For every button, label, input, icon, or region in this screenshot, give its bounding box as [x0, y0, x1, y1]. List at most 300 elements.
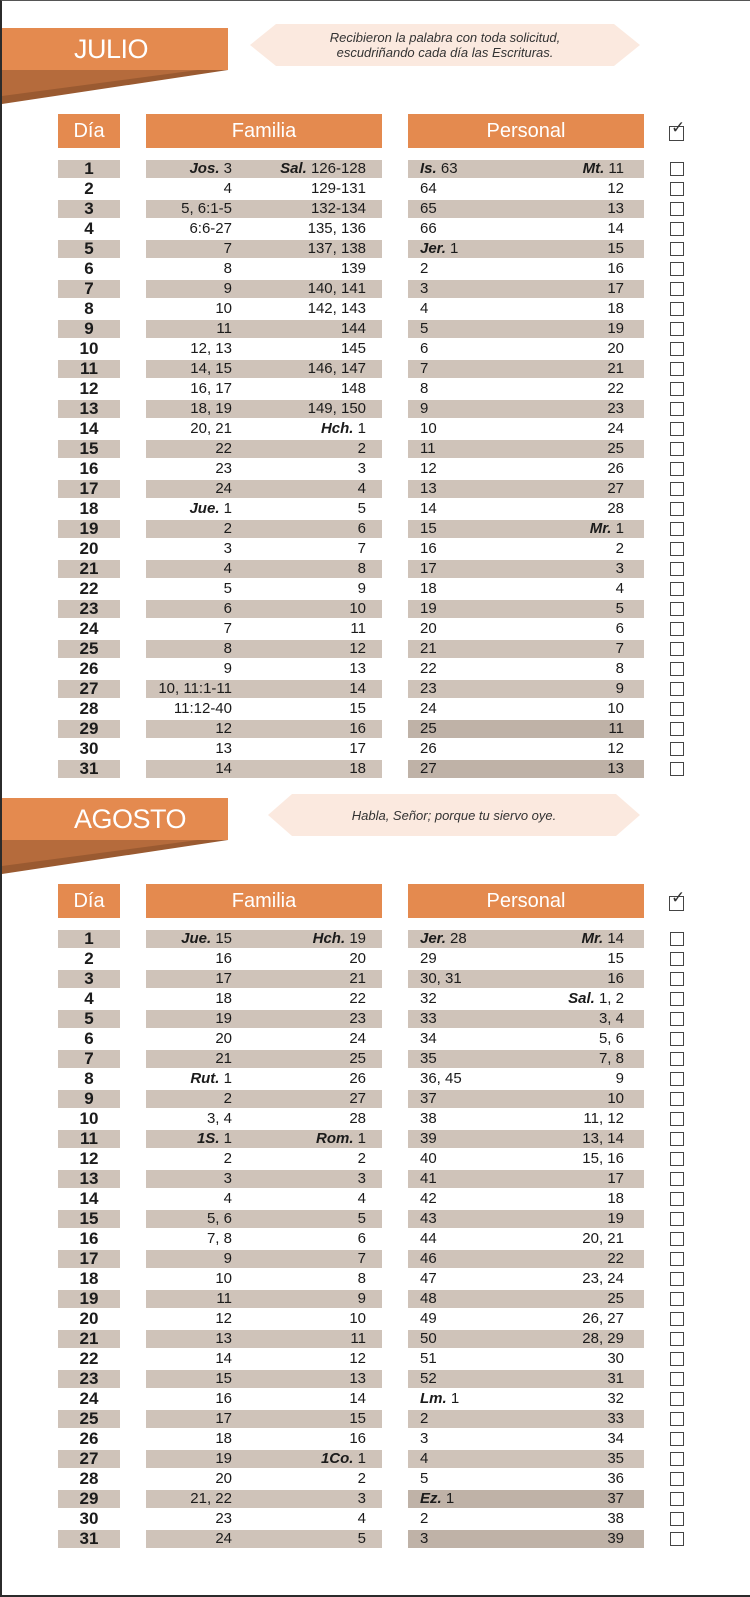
- chapter-ref: 11: [216, 1290, 232, 1307]
- reading-ref: [358, 1290, 366, 1308]
- familia-reading: [146, 1170, 382, 1188]
- reading-ref: [215, 1310, 232, 1328]
- chapter-ref: 10: [349, 1310, 366, 1327]
- reading-ref: [582, 1270, 624, 1288]
- chapter-ref: 66: [420, 220, 437, 237]
- day-number: 23: [58, 600, 120, 618]
- reading-ref: [224, 520, 232, 538]
- reading-ref: [158, 680, 232, 698]
- chapter-ref: 4: [357, 480, 366, 497]
- day-checkbox[interactable]: [670, 1112, 684, 1126]
- reading-ref: [308, 240, 366, 258]
- chapter-ref: 20: [349, 950, 366, 967]
- reading-ref: [341, 380, 366, 398]
- day-checkbox[interactable]: [670, 222, 684, 236]
- day-checkbox[interactable]: [670, 442, 684, 456]
- day-checkbox[interactable]: [670, 1272, 684, 1286]
- chapter-ref: 30, 31: [420, 970, 462, 987]
- day-checkbox[interactable]: [670, 1332, 684, 1346]
- familia-reading: [146, 340, 382, 358]
- day-checkbox[interactable]: [670, 742, 684, 756]
- reading-ref: [420, 1450, 428, 1468]
- chapter-ref: 17: [215, 970, 232, 987]
- header-personal: Personal: [408, 884, 644, 918]
- reading-ref: [607, 1510, 624, 1528]
- chapter-ref: 142, 143: [307, 300, 366, 317]
- month-title: AGOSTO: [74, 804, 187, 834]
- chapter-ref: 65: [420, 200, 437, 217]
- day-checkbox[interactable]: [670, 1312, 684, 1326]
- chapter-ref: 30: [607, 1350, 624, 1367]
- chapter-ref: 15: [607, 950, 624, 967]
- checkbox-checked-icon[interactable]: ✓: [669, 896, 684, 911]
- reading-ref: [349, 640, 366, 658]
- reading-ref: [607, 700, 624, 718]
- day-checkbox[interactable]: [670, 602, 684, 616]
- table-row: [0, 1109, 750, 1129]
- reading-ref: [607, 400, 624, 418]
- chapter-ref: 6: [357, 1230, 366, 1247]
- day-checkbox[interactable]: [670, 1052, 684, 1066]
- day-checkbox[interactable]: [670, 282, 684, 296]
- reading-ref: [358, 1170, 366, 1188]
- personal-reading: [408, 1510, 644, 1528]
- day-checkbox[interactable]: [670, 322, 684, 336]
- day-checkbox[interactable]: [670, 302, 684, 316]
- chapter-ref: 148: [340, 380, 366, 397]
- reading-ref: [420, 1410, 428, 1428]
- personal-reading: [408, 560, 644, 578]
- reading-ref: [215, 460, 232, 478]
- day-checkbox[interactable]: [670, 952, 684, 966]
- chapter-ref: 16: [349, 720, 366, 737]
- day-checkbox[interactable]: [670, 1132, 684, 1146]
- reading-ref: [420, 1070, 462, 1088]
- familia-reading: [146, 180, 382, 198]
- day-checkbox[interactable]: [670, 362, 684, 376]
- table-row: [0, 479, 750, 499]
- month-title: JULIO: [74, 34, 149, 64]
- table-row: [0, 159, 750, 179]
- chapter-ref: 135, 136: [307, 220, 366, 237]
- chapter-ref: 49: [420, 1310, 437, 1327]
- day-checkbox[interactable]: [670, 382, 684, 396]
- reading-ref: [616, 640, 624, 658]
- verse-quote: [250, 24, 640, 66]
- reading-ref: [420, 680, 437, 698]
- day-checkbox[interactable]: [670, 402, 684, 416]
- personal-reading: [408, 1010, 644, 1028]
- chapter-ref: 16: [607, 260, 624, 277]
- day-checkbox[interactable]: [670, 662, 684, 676]
- personal-reading: [408, 930, 644, 948]
- day-checkbox[interactable]: [670, 522, 684, 536]
- chapter-ref: 5: [420, 1470, 429, 1487]
- familia-reading: [146, 990, 382, 1008]
- familia-reading: [146, 1130, 382, 1148]
- familia-reading: [146, 260, 382, 278]
- reading-ref: [349, 700, 366, 718]
- personal-reading: [408, 740, 644, 758]
- day-checkbox[interactable]: [670, 1232, 684, 1246]
- book-name: 1S.: [196, 1130, 220, 1147]
- day-checkbox[interactable]: [670, 622, 684, 636]
- reading-ref: [215, 950, 232, 968]
- day-checkbox[interactable]: [670, 1512, 684, 1526]
- chapter-ref: 15: [349, 1410, 366, 1427]
- personal-reading: [408, 160, 644, 178]
- chapter-ref: 38: [607, 1510, 624, 1527]
- reading-ref: [341, 340, 366, 358]
- reading-ref: [607, 1470, 624, 1488]
- day-checkbox[interactable]: [670, 1412, 684, 1426]
- chapter-ref: 23: [349, 1010, 366, 1027]
- chapter-ref: 6: [615, 620, 624, 637]
- chapter-ref: 15: [420, 520, 437, 537]
- personal-reading: [408, 440, 644, 458]
- day-checkbox[interactable]: [670, 242, 684, 256]
- reading-ref: [358, 480, 366, 498]
- chapter-ref: 22: [420, 660, 437, 677]
- personal-reading: [408, 640, 644, 658]
- chapter-ref: 4: [223, 1190, 232, 1207]
- day-number: 24: [79, 619, 99, 638]
- chapter-ref: 11: [608, 720, 624, 737]
- table-row: [0, 299, 750, 319]
- familia-reading: [146, 740, 382, 758]
- reading-ref: [358, 1250, 366, 1268]
- reading-ref: [224, 260, 232, 278]
- table-row: [0, 1169, 750, 1189]
- personal-reading: [408, 1110, 644, 1128]
- reading-ref: [190, 360, 232, 378]
- day-checkbox[interactable]: [670, 542, 684, 556]
- reading-ref: [616, 660, 624, 678]
- reading-ref: [420, 1170, 437, 1188]
- reading-ref: [215, 1010, 232, 1028]
- personal-reading: [408, 1390, 644, 1408]
- chapter-ref: 7: [420, 360, 429, 377]
- familia-reading: [146, 1510, 382, 1528]
- reading-ref: [358, 500, 366, 518]
- reading-ref: [607, 1190, 624, 1208]
- chapter-ref: 4: [357, 1190, 366, 1207]
- reading-ref: [607, 300, 624, 318]
- chapter-ref: 6: [357, 520, 366, 537]
- day-checkbox[interactable]: [670, 1152, 684, 1166]
- table-row: [0, 579, 750, 599]
- book-name: Jos.: [189, 160, 220, 177]
- day-checkbox[interactable]: [670, 1352, 684, 1366]
- day-checkbox[interactable]: [670, 1292, 684, 1306]
- day-checkbox[interactable]: [670, 1532, 684, 1546]
- day-number: 22: [79, 579, 99, 598]
- day-checkbox[interactable]: [670, 1032, 684, 1046]
- chapter-ref: 4: [615, 580, 624, 597]
- familia-reading: [146, 640, 382, 658]
- familia-reading: [146, 1110, 382, 1128]
- chapter-ref: 10: [215, 300, 232, 317]
- chapter-ref: 3: [223, 1170, 232, 1187]
- day-checkbox[interactable]: [670, 1172, 684, 1186]
- reading-ref: [607, 260, 624, 278]
- reading-ref: [349, 660, 366, 678]
- chapter-ref: 2: [420, 1410, 429, 1427]
- chapter-ref: 19: [607, 320, 624, 337]
- reading-ref: [616, 580, 624, 598]
- reading-ref: [349, 1370, 366, 1388]
- header-familia: Familia: [146, 114, 382, 148]
- day-number: 21: [58, 560, 120, 578]
- chapter-ref: 6:6-27: [189, 220, 232, 237]
- day-checkbox[interactable]: [670, 1212, 684, 1226]
- day-number: 23: [58, 1370, 120, 1388]
- table-row: [0, 439, 750, 459]
- familia-reading: [146, 320, 382, 338]
- day-number: 16: [79, 459, 99, 478]
- chapter-ref: 18: [349, 760, 366, 777]
- reading-ref: [420, 1230, 437, 1248]
- reading-ref: [224, 1090, 232, 1108]
- chapter-ref: 3: [357, 460, 366, 477]
- day-number: 19: [58, 520, 120, 538]
- day-checkbox[interactable]: [670, 1252, 684, 1266]
- personal-reading: [408, 1270, 644, 1288]
- personal-reading: [408, 1090, 644, 1108]
- day-checkbox[interactable]: [670, 342, 684, 356]
- chapter-ref: 149, 150: [307, 400, 366, 417]
- chapter-ref: 5: [615, 600, 624, 617]
- day-number: 20: [79, 539, 99, 558]
- familia-reading: [146, 1390, 382, 1408]
- day-checkbox[interactable]: [670, 162, 684, 176]
- reading-ref: [420, 760, 437, 778]
- familia-reading: [146, 700, 382, 718]
- chapter-ref: 1: [450, 1390, 460, 1407]
- chapter-ref: 2: [420, 1510, 429, 1527]
- header-dia: Día: [58, 114, 120, 148]
- chapter-ref: 24: [215, 1530, 232, 1547]
- chapter-ref: 18: [215, 990, 232, 1007]
- reading-ref: [341, 260, 366, 278]
- table-row: [0, 1009, 750, 1029]
- familia-reading: [146, 380, 382, 398]
- reading-ref: [582, 1330, 624, 1348]
- chapter-ref: 17: [349, 740, 366, 757]
- day-number: 22: [79, 1349, 99, 1368]
- familia-reading: [146, 500, 382, 518]
- reading-ref: [215, 1370, 232, 1388]
- chapter-ref: 2: [357, 440, 366, 457]
- day-number: 19: [58, 1290, 120, 1308]
- day-checkbox[interactable]: [670, 1392, 684, 1406]
- familia-reading: [146, 600, 382, 618]
- personal-reading: [408, 480, 644, 498]
- reading-ref: [189, 500, 232, 518]
- reading-ref: [341, 320, 366, 338]
- personal-reading: [408, 500, 644, 518]
- chapter-ref: 16: [215, 1390, 232, 1407]
- table-row: [0, 989, 750, 1009]
- chapter-ref: 2: [615, 540, 624, 557]
- familia-reading: [146, 1410, 382, 1428]
- day-checkbox[interactable]: [670, 1192, 684, 1206]
- reading-ref: [224, 640, 232, 658]
- personal-reading: [408, 1210, 644, 1228]
- reading-ref: [189, 160, 232, 178]
- chapter-ref: 4: [420, 300, 429, 317]
- chapter-ref: 33: [607, 1410, 624, 1427]
- chapter-ref: 13: [420, 480, 437, 497]
- reading-ref: [313, 930, 366, 948]
- reading-ref: [420, 950, 437, 968]
- table-row: [0, 399, 750, 419]
- book-name: Rom.: [315, 1130, 354, 1147]
- chapter-ref: 24: [420, 700, 437, 717]
- chapter-ref: 18: [420, 580, 437, 597]
- day-checkbox[interactable]: [670, 482, 684, 496]
- day-number: 1: [58, 930, 120, 948]
- day-checkbox[interactable]: [670, 1432, 684, 1446]
- reading-ref: [349, 740, 366, 758]
- chapter-ref: 10: [420, 420, 437, 437]
- day-checkbox[interactable]: [670, 702, 684, 716]
- day-checkbox[interactable]: [670, 682, 684, 696]
- chapter-ref: 20: [607, 340, 624, 357]
- familia-reading: [146, 1150, 382, 1168]
- day-checkbox[interactable]: [670, 1492, 684, 1506]
- personal-reading: [408, 240, 644, 258]
- day-checkbox[interactable]: [670, 202, 684, 216]
- header-dia: Día: [58, 884, 120, 918]
- chapter-ref: 5: [357, 1530, 366, 1547]
- chapter-ref: 3: [420, 1430, 429, 1447]
- reading-ref: [607, 180, 624, 198]
- day-number: 3: [58, 970, 120, 988]
- day-checkbox[interactable]: [670, 932, 684, 946]
- reading-ref: [616, 680, 624, 698]
- chapter-ref: 16: [349, 1430, 366, 1447]
- day-checkbox[interactable]: [670, 722, 684, 736]
- table-row: [0, 199, 750, 219]
- familia-reading: [146, 930, 382, 948]
- day-checkbox[interactable]: [670, 972, 684, 986]
- reading-ref: [190, 420, 232, 438]
- personal-reading: [408, 1310, 644, 1328]
- day-number: 28: [79, 699, 99, 718]
- day-checkbox[interactable]: [670, 1092, 684, 1106]
- day-checkbox[interactable]: [670, 562, 684, 576]
- reading-ref: [420, 1190, 437, 1208]
- book-name: Jue.: [181, 930, 212, 947]
- day-checkbox[interactable]: [670, 182, 684, 196]
- day-checkbox[interactable]: [670, 1472, 684, 1486]
- chapter-ref: 22: [607, 380, 624, 397]
- chapter-ref: 4: [420, 1450, 429, 1467]
- chapter-ref: 14: [215, 760, 232, 777]
- day-checkbox[interactable]: [670, 1372, 684, 1386]
- reading-ref: [224, 240, 232, 258]
- day-number: 29: [58, 1490, 120, 1508]
- table-row: [0, 1129, 750, 1149]
- chapter-ref: 137, 138: [307, 240, 366, 257]
- reading-ref: [321, 1450, 366, 1468]
- reading-ref: [420, 1490, 454, 1508]
- table-row: [0, 599, 750, 619]
- chapter-ref: 4: [223, 180, 232, 197]
- chapter-ref: 17: [607, 280, 624, 297]
- reading-ref: [349, 1110, 366, 1128]
- reading-ref: [215, 740, 232, 758]
- reading-ref: [190, 1490, 232, 1508]
- reading-ref: [420, 1290, 437, 1308]
- chapter-ref: 9: [615, 1070, 624, 1087]
- chapter-ref: 8: [420, 380, 429, 397]
- reading-ref: [311, 180, 366, 198]
- familia-reading: [146, 1330, 382, 1348]
- reading-ref: [599, 1010, 624, 1028]
- chapter-ref: 7: [223, 240, 232, 257]
- day-number: 17: [58, 480, 120, 498]
- day-checkbox[interactable]: [670, 422, 684, 436]
- familia-reading: [146, 720, 382, 738]
- day-checkbox[interactable]: [670, 992, 684, 1006]
- day-checkbox[interactable]: [670, 1452, 684, 1466]
- reading-ref: [358, 560, 366, 578]
- reading-ref: [224, 580, 232, 598]
- reading-ref: [607, 1450, 624, 1468]
- day-checkbox[interactable]: [670, 462, 684, 476]
- day-number: 25: [58, 1410, 120, 1428]
- table-row: [0, 1429, 750, 1449]
- chapter-ref: 129-131: [310, 180, 366, 197]
- chapter-ref: 24: [607, 420, 624, 437]
- personal-reading: [408, 950, 644, 968]
- day-checkbox[interactable]: [670, 1072, 684, 1086]
- day-checkbox[interactable]: [670, 1012, 684, 1026]
- chapter-ref: 17: [420, 560, 437, 577]
- chapter-ref: 11, 12: [583, 1110, 624, 1127]
- personal-reading: [408, 1190, 644, 1208]
- personal-reading: [408, 580, 644, 598]
- chapter-ref: 1: [445, 1490, 455, 1507]
- day-checkbox[interactable]: [670, 262, 684, 276]
- day-checkbox[interactable]: [670, 582, 684, 596]
- reading-ref: [349, 1430, 366, 1448]
- table-row: [0, 359, 750, 379]
- reading-ref: [420, 360, 428, 378]
- chapter-ref: 10: [607, 1090, 624, 1107]
- day-checkbox[interactable]: [670, 642, 684, 656]
- table-row: [0, 1349, 750, 1369]
- checkbox-checked-icon[interactable]: ✓: [669, 126, 684, 141]
- day-checkbox[interactable]: [670, 502, 684, 516]
- personal-reading: [408, 1130, 644, 1148]
- reading-ref: [590, 520, 624, 538]
- day-checkbox[interactable]: [670, 762, 684, 776]
- table-row: [0, 699, 750, 719]
- familia-reading: [146, 1430, 382, 1448]
- familia-reading: [146, 1370, 382, 1388]
- chapter-ref: 3, 4: [598, 1010, 624, 1027]
- familia-reading: [146, 220, 382, 238]
- table-row: [0, 1529, 750, 1549]
- reading-ref: [420, 300, 428, 318]
- personal-reading: [408, 1330, 644, 1348]
- chapter-ref: 3: [420, 280, 429, 297]
- chapter-ref: 9: [223, 280, 232, 297]
- chapter-ref: 37: [607, 1490, 624, 1507]
